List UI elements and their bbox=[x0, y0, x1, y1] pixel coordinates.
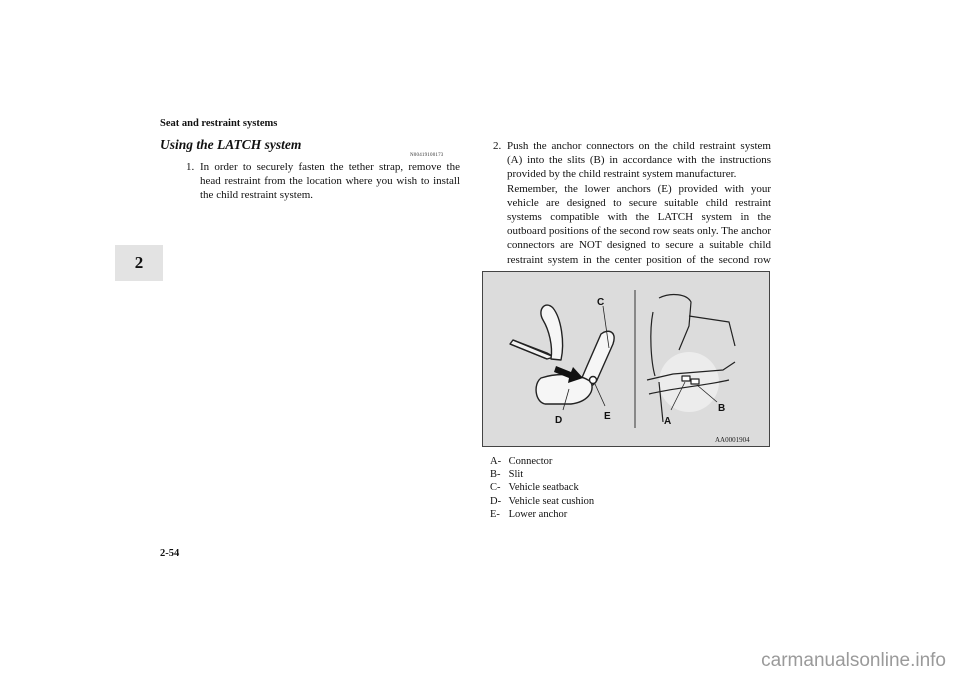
legend-text: Connector bbox=[508, 456, 553, 467]
legend-key: E- bbox=[490, 508, 500, 520]
label-c: C bbox=[597, 297, 605, 308]
step-number: 2. bbox=[493, 140, 502, 152]
legend-text: Slit bbox=[508, 469, 524, 481]
figure-id: AA0001904 bbox=[715, 436, 750, 444]
legend-item bbox=[490, 508, 594, 521]
legend-key: D- bbox=[490, 495, 502, 507]
step-text: In order to securely fasten the tether strap, remove the head restraint from the location where you wish to install the child restraint system. bbox=[200, 161, 460, 202]
chapter-tab: 2 bbox=[115, 245, 163, 281]
label-a: A bbox=[664, 416, 672, 427]
legend-item bbox=[490, 455, 594, 468]
seat-side-view bbox=[510, 305, 614, 410]
watermark: carmanualsonline.info bbox=[761, 650, 946, 671]
legend-item bbox=[490, 468, 594, 481]
step-text: Push the anchor connectors on the child restraint system (A) into the slits (B) in accordance with the instructions provided by the child restraint system manufacturer. bbox=[507, 140, 771, 181]
step-note: Remember, the lower anchors (E) provided with your vehicle are designed to secure suitable child restraint systems compatible with the LATCH system in the outboard positions of the second row seats only. The anchor connectors are NOT designed to secure a suitable child restraint system in the center position of the second row bbox=[507, 182, 771, 266]
step-2 bbox=[493, 139, 771, 281]
legend-text: Vehicle seatback bbox=[508, 482, 579, 494]
legend-key: A- bbox=[490, 456, 502, 467]
latch-illustration bbox=[482, 271, 770, 447]
legend-item bbox=[490, 495, 594, 508]
legend-text: Vehicle seat cushion bbox=[508, 495, 595, 507]
section-title: Seat and restraint systems bbox=[160, 118, 278, 129]
heading-code: N00419100173 bbox=[410, 153, 444, 158]
section-heading: Using the LATCH system bbox=[160, 137, 302, 152]
step-number: 1. bbox=[186, 161, 195, 173]
legend-key: C- bbox=[490, 482, 501, 494]
legend-text: Lower anchor bbox=[508, 508, 568, 520]
step-1 bbox=[186, 160, 460, 203]
legend-key: B- bbox=[490, 469, 501, 481]
label-b: B bbox=[718, 403, 726, 414]
label-d: D bbox=[555, 415, 563, 426]
page-number: 2-54 bbox=[160, 548, 180, 559]
label-e: E bbox=[604, 411, 611, 422]
figure-legend bbox=[490, 455, 594, 521]
legend-item bbox=[490, 481, 594, 494]
